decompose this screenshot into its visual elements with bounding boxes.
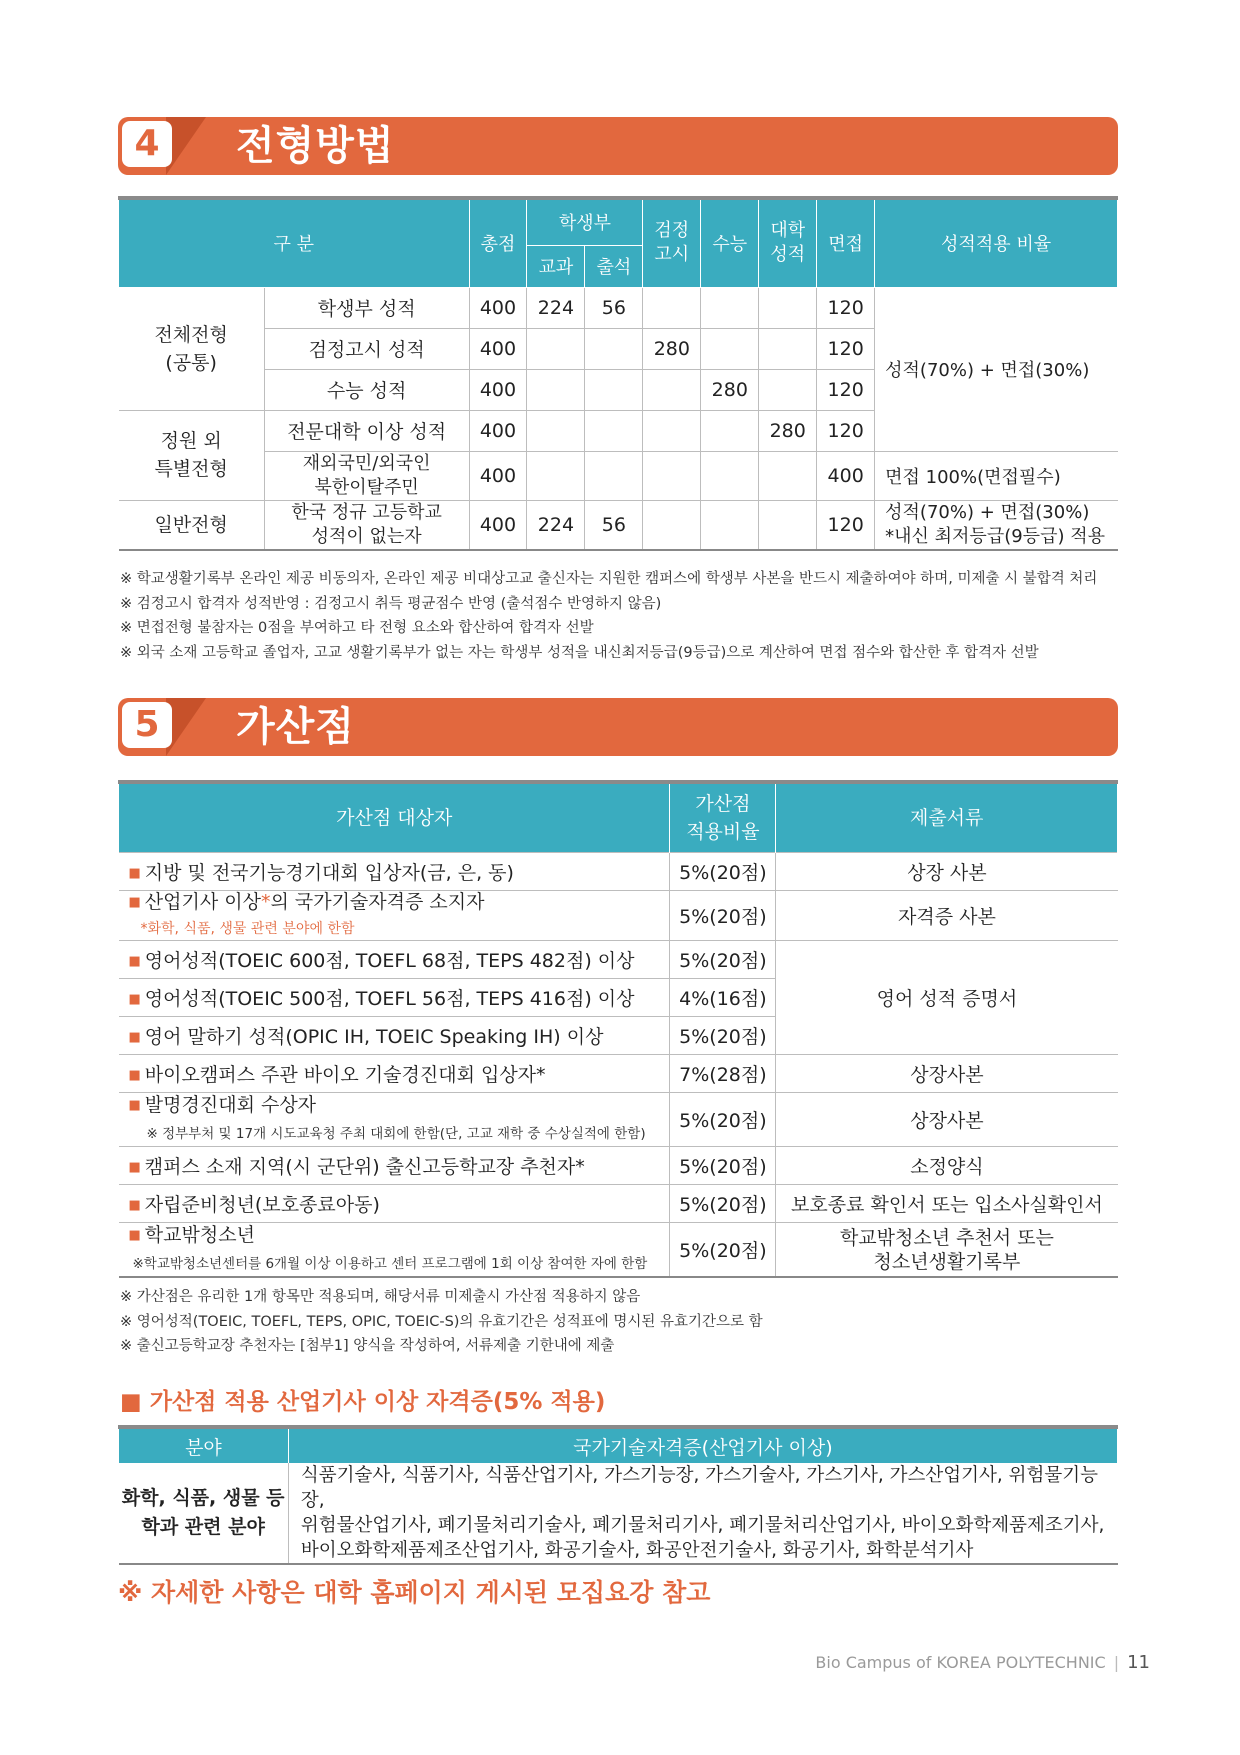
cell-interview: 120 (817, 287, 875, 328)
banner-shade (166, 117, 206, 175)
cell-ged (643, 287, 701, 328)
rate-cell: 5%(20점) (670, 1017, 776, 1055)
cell-subject: 224 (527, 500, 585, 550)
rate-cell: 5%(20점) (670, 1185, 776, 1223)
cell-total: 400 (469, 451, 527, 500)
rate-cell: 5%(20점) (670, 891, 776, 941)
cell-interview: 120 (817, 410, 875, 451)
rate-cell: 5%(20점) (670, 1147, 776, 1185)
docs-cell: 영어 성적 증명서 (776, 941, 1118, 1055)
cell-total: 400 (469, 369, 527, 410)
header-attendance: 출석 (585, 245, 643, 287)
rate-cell: 7%(28점) (670, 1055, 776, 1093)
row-type: 수능 성적 (264, 369, 469, 410)
cell-csat (701, 410, 759, 451)
note-line: ※ 외국 소재 고등학교 졸업자, 고교 생활기록부가 없는 자는 학생부 성적을 내신최저등급(9등급)으로 계산하여 면접 점수와 합산한 후 합격자 선발 (120, 644, 1039, 661)
table-row (119, 1463, 1118, 1564)
cert-line: 바이오화학제품제조산업기사, 화공기술사, 화공안전기술사, 화공기사, 화학분석기사 (300, 1540, 974, 1561)
banner-shade (166, 698, 206, 756)
cell-attendance (585, 369, 643, 410)
cell-attendance (585, 410, 643, 451)
page-number: 11 (1127, 1652, 1150, 1673)
bullet-icon: ■ (128, 954, 141, 969)
ratio-regular: 성적(70%) + 면접(30%) *내신 최저등급(9등급) 적용 (875, 500, 1118, 550)
table-row (119, 1185, 1118, 1223)
bullet-icon: ■ (128, 1160, 141, 1175)
row-type: 전문대학 이상 성적 (264, 410, 469, 451)
section-4-notes (120, 567, 1097, 665)
docs-cell: 소정양식 (776, 1147, 1118, 1185)
section-5-title: 가산점 (236, 704, 355, 750)
cell-csat (701, 287, 759, 328)
cell-total: 400 (469, 287, 527, 328)
section-4-number: 4 (122, 121, 172, 167)
cell-csat (701, 500, 759, 550)
target-cell: ■ 발명경진대회 수상자 ※ 정부부처 및 17개 시도교육청 주최 대회에 한함(단, 고교 재학 중 수상실적에 한함) (119, 1093, 670, 1147)
cell-interview: 120 (817, 369, 875, 410)
cell-attendance: 56 (585, 287, 643, 328)
selection-method-table (118, 196, 1118, 551)
table-row (119, 1147, 1118, 1185)
target-note: ※ 정부부처 및 17개 시도교육청 주최 대회에 한함(단, 고교 재학 중 수상실적에 한함) (146, 1126, 646, 1142)
cell-univ (759, 369, 817, 410)
target-cell: ■ 영어성적(TOEIC 600점, TOEFL 68점, TEPS 482점) 이상 (119, 941, 670, 979)
header-subject: 교과 (527, 245, 585, 287)
cert-cell (288, 1463, 1117, 1564)
ratio-general: 성적(70%) + 면접(30%) (875, 287, 1118, 451)
table-row (119, 941, 1118, 979)
cert-line: 식품기술사, 식품기사, 식품산업기사, 가스기능장, 가스기술사, 가스기사, 가스산업기사, 위험물기능장, (300, 1465, 1099, 1511)
header-target: 가산점 대상자 (119, 782, 670, 853)
note-line: ※ 학교생활기록부 온라인 제공 비동의자, 온라인 제공 비대상고교 출신자는 지원한 캠퍼스에 학생부 사본을 반드시 제출하여야 하며, 미제출 시 불합격 처리 (120, 571, 1098, 587)
note-line: ※ 출신고등학교장 추천자는 [첨부1] 양식을 작성하여, 서류제출 기한내에 제출 (120, 1338, 615, 1354)
cell-csat: 280 (701, 369, 759, 410)
bullet-icon: ■ (128, 895, 141, 910)
cell-subject (527, 410, 585, 451)
header-field: 분야 (119, 1427, 289, 1463)
target-cell: ■ 영어성적(TOEIC 500점, TOEFL 56점, TEPS 416점) 이상 (119, 979, 670, 1017)
group-regular: 일반전형 (119, 500, 265, 550)
rate-cell: 5%(20점) (670, 1223, 776, 1278)
rate-cell: 5%(20점) (670, 853, 776, 891)
certificate-table (118, 1425, 1118, 1565)
cell-interview: 120 (817, 328, 875, 369)
section-4-title: 전형방법 (236, 123, 395, 169)
bonus-points-table (118, 780, 1118, 1278)
cell-interview: 400 (817, 451, 875, 500)
certificate-subsection-title: ■ 가산점 적용 산업기사 이상 자격증(5% 적용) (120, 1389, 606, 1415)
bullet-icon: ■ (128, 1228, 141, 1243)
docs-cell: 자격증 사본 (776, 891, 1118, 941)
cell-univ (759, 500, 817, 550)
table-row (119, 287, 1118, 328)
bullet-icon: ■ (128, 1068, 141, 1083)
cell-subject (527, 328, 585, 369)
header-csat: 수능 (701, 198, 759, 287)
cell-attendance: 56 (585, 500, 643, 550)
docs-cell: 학교밖청소년 추천서 또는 청소년생활기록부 (776, 1223, 1118, 1278)
table-row (119, 500, 1118, 550)
header-ratio: 성적적용 비율 (875, 198, 1118, 287)
section-5-number: 5 (122, 702, 172, 748)
cell-interview: 120 (817, 500, 875, 550)
header-total: 총점 (469, 198, 527, 287)
header-rate: 가산점 적용비율 (670, 782, 776, 853)
cell-univ (759, 328, 817, 369)
bullet-icon: ■ (128, 1098, 141, 1113)
target-cell: ■ 지방 및 전국기능경기대회 입상자(금, 은, 동) (119, 853, 670, 891)
cell-attendance (585, 328, 643, 369)
bullet-icon: ■ (128, 992, 141, 1007)
group-special: 정원 외 특별전형 (119, 410, 265, 500)
footer-text: Bio Campus of KOREA POLYTECHNIC (815, 1653, 1106, 1672)
target-note: ※학교밖청소년센터를 6개월 이상 이용하고 센터 프로그램에 1회 이상 참여한 자에 한함 (132, 1256, 648, 1272)
section-5-banner (118, 698, 1118, 756)
bullet-icon: ■ (128, 1198, 141, 1213)
cell-csat (701, 451, 759, 500)
target-note: *화학, 식품, 생물 관련 분야에 한함 (140, 921, 355, 937)
page-footer (815, 1652, 1150, 1673)
cell-csat (701, 328, 759, 369)
cert-line: 위험물산업기사, 폐기물처리기술사, 폐기물처리기사, 폐기물처리산업기사, 바이오화학제품제조기사, (300, 1515, 1105, 1536)
cell-univ (759, 287, 817, 328)
docs-cell: 보호종료 확인서 또는 입소사실확인서 (776, 1185, 1118, 1223)
header-univ: 대학 성적 (759, 198, 817, 287)
target-cell: ■ 바이오캠퍼스 주관 바이오 기술경진대회 입상자* (119, 1055, 670, 1093)
section-5-notes (120, 1285, 763, 1359)
header-cert: 국가기술자격증(산업기사 이상) (288, 1427, 1117, 1463)
docs-cell: 상장사본 (776, 1055, 1118, 1093)
bullet-icon: ■ (128, 1030, 141, 1045)
table-row (119, 451, 1118, 500)
cell-total: 400 (469, 328, 527, 369)
cell-ged (643, 369, 701, 410)
bullet-icon: ■ (128, 866, 141, 881)
note-line: ※ 면접전형 불참자는 0점을 부여하고 타 전형 요소와 합산하여 합격자 선발 (120, 620, 594, 636)
cell-univ: 280 (759, 410, 817, 451)
cell-total: 400 (469, 500, 527, 550)
cell-univ (759, 451, 817, 500)
docs-cell: 상장사본 (776, 1093, 1118, 1147)
header-docs: 제출서류 (776, 782, 1118, 853)
cell-ged (643, 410, 701, 451)
target-cell: ■ 캠퍼스 소재 지역(시 군단위) 출신고등학교장 추천자* (119, 1147, 670, 1185)
table-row (119, 1055, 1118, 1093)
target-cell: ■ 산업기사 이상*의 국가기술자격증 소지자 *화학, 식품, 생물 관련 분야에 한함 (119, 891, 670, 941)
cell-ged (643, 500, 701, 550)
table-row (119, 1223, 1118, 1278)
row-type: 한국 정규 고등학교 성적이 없는자 (264, 500, 469, 550)
row-type: 재외국민/외국인 북한이탈주민 (264, 451, 469, 500)
table-row (119, 891, 1118, 941)
header-interview: 면접 (817, 198, 875, 287)
cell-attendance (585, 451, 643, 500)
cell-ged (643, 451, 701, 500)
reference-note: ※ 자세한 사항은 대학 홈페이지 게시된 모집요강 참고 (118, 1578, 711, 1607)
target-cell: ■ 학교밖청소년 ※학교밖청소년센터를 6개월 이상 이용하고 센터 프로그램에 1회 이상 참여한 자에 한함 (119, 1223, 670, 1278)
table-row (119, 1093, 1118, 1147)
row-type: 학생부 성적 (264, 287, 469, 328)
rate-cell: 5%(20점) (670, 1093, 776, 1147)
cell-total: 400 (469, 410, 527, 451)
cell-ged: 280 (643, 328, 701, 369)
note-line: ※ 영어성적(TOEIC, TOEFL, TEPS, OPIC, TOEIC-S)의 유효기간은 성적표에 명시된 유효기간으로 함 (120, 1313, 763, 1330)
group-common: 전체전형 (공통) (119, 287, 265, 410)
target-cell: ■ 영어 말하기 성적(OPIC IH, TOEIC Speaking IH) 이상 (119, 1017, 670, 1055)
row-type: 검정고시 성적 (264, 328, 469, 369)
table-row (119, 853, 1118, 891)
cell-subject: 224 (527, 287, 585, 328)
target-cell: ■ 자립준비청년(보호종료아동) (119, 1185, 670, 1223)
section-4-banner (118, 117, 1118, 175)
cell-subject (527, 451, 585, 500)
docs-cell: 상장 사본 (776, 853, 1118, 891)
field-cell: 화학, 식품, 생물 등 학과 관련 분야 (119, 1463, 289, 1564)
footer-separator: | (1113, 1653, 1120, 1672)
cell-subject (527, 369, 585, 410)
rate-cell: 5%(20점) (670, 941, 776, 979)
note-line: ※ 검정고시 합격자 성적반영 : 검정고시 취득 평균점수 반영 (출석점수 반영하지 않음) (120, 595, 662, 612)
header-gubun: 구 분 (119, 198, 470, 287)
note-line: ※ 가산점은 유리한 1개 항목만 적용되며, 해당서류 미제출시 가산점 적용하지 않음 (120, 1289, 641, 1305)
header-ged: 검정 고시 (643, 198, 701, 287)
ratio-interview: 면접 100%(면접필수) (875, 451, 1118, 500)
header-student-record: 학생부 (527, 198, 643, 245)
rate-cell: 4%(16점) (670, 979, 776, 1017)
